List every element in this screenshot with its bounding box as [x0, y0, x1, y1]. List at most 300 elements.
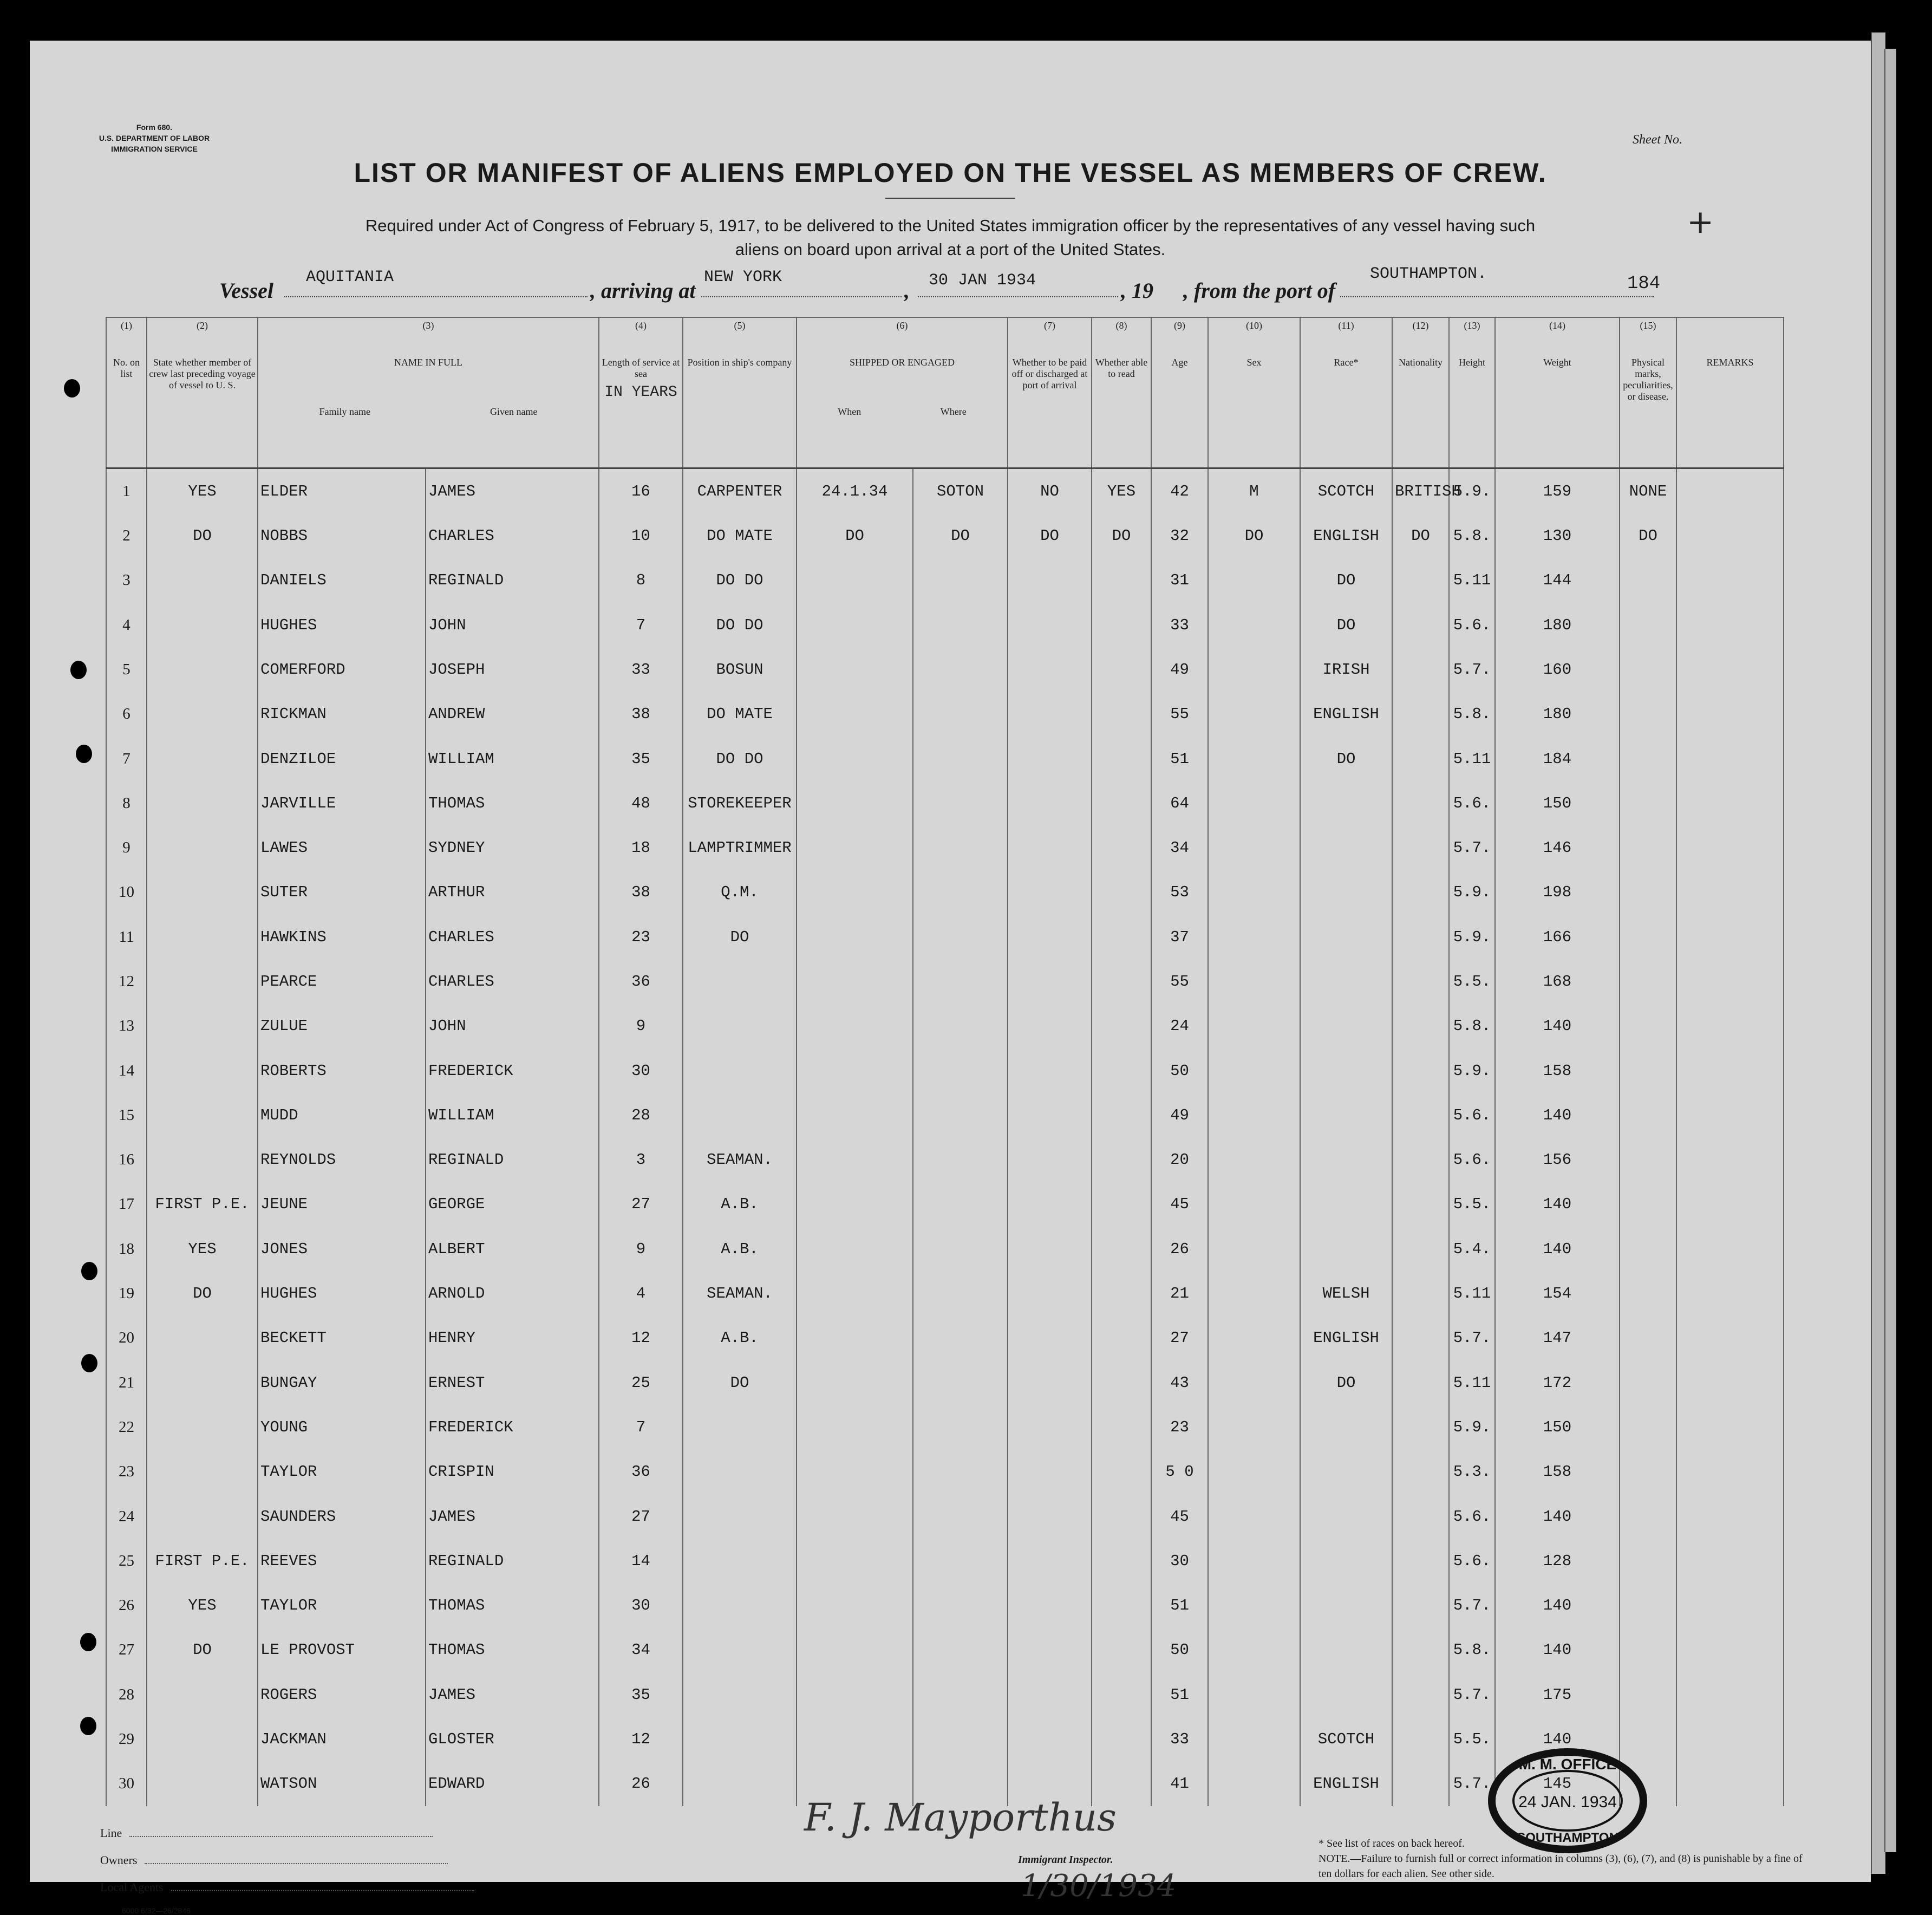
cell-position [683, 1539, 797, 1583]
cell-physical-marks [1620, 959, 1676, 1004]
cell-service-years: 26 [599, 1762, 683, 1806]
cell-previous-voyage [147, 603, 258, 647]
cell-shipped-where [913, 1539, 1008, 1583]
cell-shipped-when: 24.1.34 [797, 468, 913, 514]
cell-able-to-read [1092, 1494, 1151, 1539]
cell-able-to-read [1092, 1227, 1151, 1271]
cell-remarks [1676, 737, 1784, 781]
cell-physical-marks [1620, 603, 1676, 647]
cell-nationality [1392, 1182, 1449, 1227]
cell-age: 51 [1151, 1672, 1208, 1717]
cell-paid-off [1008, 870, 1092, 915]
cell-shipped-when [797, 1048, 913, 1093]
cell-service-years: 7 [599, 603, 683, 647]
cell-position: SEAMAN. [683, 1271, 797, 1315]
table-row [106, 1004, 1784, 1048]
cell-physical-marks [1620, 1093, 1676, 1137]
vessel-label: Vessel [219, 278, 273, 303]
cell-given-name: CHARLES [426, 513, 599, 558]
cell-weight: 175 [1495, 1672, 1620, 1717]
column-number: (11) [1300, 317, 1392, 344]
stamp-date-text: 24 JAN. 1934 [1518, 1793, 1617, 1811]
cell-previous-voyage [147, 1316, 258, 1360]
cell-race [1300, 1494, 1392, 1539]
cell-height: 5.8. [1449, 692, 1495, 737]
form-identifier [84, 122, 225, 154]
local-agents-label: Local Agents [100, 1880, 164, 1894]
column-header [106, 344, 147, 468]
cell-previous-voyage [147, 1494, 258, 1539]
cell-able-to-read [1092, 1405, 1151, 1449]
column-number: (13) [1449, 317, 1495, 344]
cell-height: 5.5. [1449, 959, 1495, 1004]
cell-paid-off [1008, 603, 1092, 647]
cell-age: 23 [1151, 1405, 1208, 1449]
cell-position: A.B. [683, 1182, 797, 1227]
cell-row-number: 10 [106, 870, 147, 915]
cell-given-name: JAMES [426, 1494, 599, 1539]
arriving-port-value: NEW YORK [704, 268, 782, 286]
cell-nationality [1392, 1628, 1449, 1672]
cell-nationality [1392, 1672, 1449, 1717]
cell-weight: 180 [1495, 603, 1620, 647]
cell-weight: 166 [1495, 915, 1620, 959]
punch-hole [81, 1262, 97, 1280]
cell-age: 51 [1151, 1584, 1208, 1628]
cell-remarks [1676, 1672, 1784, 1717]
cell-age: 45 [1151, 1182, 1208, 1227]
cell-given-name: GEORGE [426, 1182, 599, 1227]
cell-sex [1208, 1360, 1300, 1405]
cell-physical-marks [1620, 1048, 1676, 1093]
cell-race [1300, 1048, 1392, 1093]
cell-given-name: WILLIAM [426, 737, 599, 781]
cell-paid-off [1008, 825, 1092, 870]
table-row [106, 1539, 1784, 1583]
service-name: IMMIGRATION SERVICE [111, 145, 198, 153]
cell-weight: 140 [1495, 1494, 1620, 1539]
cell-given-name: FREDERICK [426, 1048, 599, 1093]
cell-shipped-when [797, 825, 913, 870]
cell-shipped-where [913, 781, 1008, 825]
cell-previous-voyage [147, 1450, 258, 1494]
cell-row-number: 24 [106, 1494, 147, 1539]
cell-physical-marks [1620, 1360, 1676, 1405]
cell-able-to-read [1092, 1539, 1151, 1583]
cell-given-name: CHARLES [426, 915, 599, 959]
cell-row-number: 30 [106, 1762, 147, 1806]
cell-nationality [1392, 959, 1449, 1004]
cell-row-number: 20 [106, 1316, 147, 1360]
cell-remarks [1676, 1048, 1784, 1093]
cell-race [1300, 1584, 1392, 1628]
cell-row-number: 5 [106, 647, 147, 692]
cell-position: LAMPTRIMMER [683, 825, 797, 870]
cell-service-years: 38 [599, 870, 683, 915]
cell-shipped-where [913, 1316, 1008, 1360]
cell-height: 5.3. [1449, 1450, 1495, 1494]
cell-nationality [1392, 1360, 1449, 1405]
cell-physical-marks [1620, 737, 1676, 781]
cell-able-to-read [1092, 1450, 1151, 1494]
cell-nationality: DO [1392, 513, 1449, 558]
cell-nationality [1392, 825, 1449, 870]
cell-sex [1208, 1316, 1300, 1360]
cell-row-number: 11 [106, 915, 147, 959]
cell-given-name: SYDNEY [426, 825, 599, 870]
column-number: (7) [1008, 317, 1092, 344]
cell-physical-marks [1620, 692, 1676, 737]
column-header [1008, 344, 1092, 468]
table-row [106, 1093, 1784, 1137]
cell-shipped-when [797, 1584, 913, 1628]
cell-age: 45 [1151, 1494, 1208, 1539]
cell-shipped-when [797, 1360, 913, 1405]
cell-position [683, 1405, 797, 1449]
cell-sex: M [1208, 468, 1300, 514]
cell-weight: 140 [1495, 1227, 1620, 1271]
column-subheader: Where [940, 406, 967, 417]
cell-sex [1208, 1227, 1300, 1271]
cell-race: ENGLISH [1300, 692, 1392, 737]
cell-row-number: 16 [106, 1138, 147, 1182]
column-number: (5) [683, 317, 797, 344]
vessel-underline [284, 296, 588, 297]
cell-shipped-when [797, 1271, 913, 1315]
cell-nationality [1392, 1762, 1449, 1806]
cell-weight: 140 [1495, 1584, 1620, 1628]
cell-family-name: COMERFORD [258, 647, 426, 692]
cell-given-name: REGINALD [426, 1138, 599, 1182]
cell-given-name: JAMES [426, 468, 599, 514]
cell-family-name: JACKMAN [258, 1717, 426, 1761]
cell-age: 27 [1151, 1316, 1208, 1360]
cell-position: BOSUN [683, 647, 797, 692]
cell-shipped-when [797, 1004, 913, 1048]
cell-weight: 140 [1495, 1182, 1620, 1227]
cell-height: 5.5. [1449, 1717, 1495, 1761]
column-number: (3) [258, 317, 599, 344]
cell-able-to-read [1092, 647, 1151, 692]
cell-race: ENGLISH [1300, 513, 1392, 558]
cell-remarks [1676, 692, 1784, 737]
table-row [106, 1182, 1784, 1227]
cell-weight: 140 [1495, 1093, 1620, 1137]
table-row [106, 1494, 1784, 1539]
cell-service-years: 10 [599, 513, 683, 558]
cell-position: Q.M. [683, 870, 797, 915]
print-code: 6000 6/32—26/2846 [122, 1906, 191, 1915]
page-edge [1871, 32, 1885, 1874]
cell-able-to-read [1092, 1138, 1151, 1182]
cell-row-number: 27 [106, 1628, 147, 1672]
cell-given-name: JOHN [426, 1004, 599, 1048]
punch-hole [81, 1354, 97, 1372]
cell-able-to-read [1092, 737, 1151, 781]
cell-row-number: 1 [106, 468, 147, 514]
cell-position [683, 1004, 797, 1048]
cell-weight: 150 [1495, 1405, 1620, 1449]
cell-paid-off [1008, 1316, 1092, 1360]
cell-row-number: 14 [106, 1048, 147, 1093]
cell-paid-off [1008, 1271, 1092, 1315]
cell-service-years: 33 [599, 647, 683, 692]
cell-service-years: 35 [599, 737, 683, 781]
cell-race: ENGLISH [1300, 1762, 1392, 1806]
cell-sex [1208, 1494, 1300, 1539]
cell-race: IRISH [1300, 647, 1392, 692]
table-row [106, 468, 1784, 514]
cell-sex: DO [1208, 513, 1300, 558]
cell-service-years: 38 [599, 692, 683, 737]
cell-sex [1208, 1539, 1300, 1583]
cell-age: 32 [1151, 513, 1208, 558]
form-number: Form 680. [136, 123, 173, 132]
cell-given-name: REGINALD [426, 558, 599, 603]
cell-service-years: 48 [599, 781, 683, 825]
cell-service-years: 18 [599, 825, 683, 870]
cell-position: DO MATE [683, 513, 797, 558]
cell-able-to-read [1092, 1672, 1151, 1717]
cell-race [1300, 1450, 1392, 1494]
cell-row-number: 2 [106, 513, 147, 558]
cell-nationality [1392, 1494, 1449, 1539]
cell-remarks [1676, 1182, 1784, 1227]
cell-weight: 145 [1495, 1762, 1620, 1806]
cell-position [683, 1628, 797, 1672]
cell-sex [1208, 1004, 1300, 1048]
cell-able-to-read [1092, 692, 1151, 737]
column-header-label: Position in ship's company [687, 357, 792, 368]
column-number: (4) [599, 317, 683, 344]
cell-service-years: 14 [599, 1539, 683, 1583]
cell-able-to-read [1092, 1271, 1151, 1315]
table-row [106, 1138, 1784, 1182]
cell-remarks [1676, 647, 1784, 692]
cell-family-name: RICKMAN [258, 692, 426, 737]
cell-physical-marks [1620, 558, 1676, 603]
cell-row-number: 8 [106, 781, 147, 825]
penalty-note: NOTE.—Failure to furnish full or correct information in columns (3), (6), (7), and (8) is punishable by a fine of ten dollars for each alien. See other side. [1319, 1853, 1803, 1880]
cell-position: DO [683, 915, 797, 959]
cell-able-to-read [1092, 959, 1151, 1004]
cell-able-to-read [1092, 1628, 1151, 1672]
cell-remarks [1676, 1762, 1784, 1806]
cell-shipped-where [913, 1584, 1008, 1628]
cell-remarks [1676, 1717, 1784, 1761]
hand-mark: + [1687, 203, 1714, 241]
cell-shipped-where: SOTON [913, 468, 1008, 514]
cell-nationality [1392, 1227, 1449, 1271]
cell-weight: 144 [1495, 558, 1620, 603]
cell-remarks [1676, 1450, 1784, 1494]
cell-row-number: 28 [106, 1672, 147, 1717]
cell-physical-marks [1620, 1182, 1676, 1227]
cell-remarks [1676, 1628, 1784, 1672]
cell-race [1300, 1004, 1392, 1048]
cell-physical-marks [1620, 1672, 1676, 1717]
cell-shipped-where: DO [913, 513, 1008, 558]
table-row [106, 1227, 1784, 1271]
cell-previous-voyage [147, 1717, 258, 1761]
cell-position [683, 1762, 797, 1806]
punch-hole [80, 1633, 96, 1651]
column-header [1676, 344, 1784, 468]
cell-previous-voyage: FIRST P.E. [147, 1182, 258, 1227]
table-row [106, 915, 1784, 959]
cell-physical-marks [1620, 1628, 1676, 1672]
column-header-label: NAME IN FULL [394, 357, 462, 368]
column-header-row [106, 344, 1784, 468]
cell-shipped-when [797, 692, 913, 737]
cell-position [683, 1584, 797, 1628]
table-row [106, 1360, 1784, 1405]
cell-age: 41 [1151, 1762, 1208, 1806]
cell-position [683, 1672, 797, 1717]
cell-physical-marks: DO [1620, 513, 1676, 558]
column-header-label: Whether able to read [1095, 357, 1148, 379]
cell-race: SCOTCH [1300, 468, 1392, 514]
cell-able-to-read [1092, 915, 1151, 959]
cell-shipped-when [797, 647, 913, 692]
cell-shipped-when [797, 558, 913, 603]
column-header [1620, 344, 1676, 468]
cell-position: DO DO [683, 558, 797, 603]
cell-physical-marks [1620, 1271, 1676, 1315]
cell-sex [1208, 737, 1300, 781]
cell-age: 31 [1151, 558, 1208, 603]
cell-weight: 140 [1495, 1004, 1620, 1048]
cell-family-name: BECKETT [258, 1316, 426, 1360]
crew-manifest-table [106, 317, 1784, 1806]
cell-shipped-where [913, 1405, 1008, 1449]
cell-height: 5.9. [1449, 915, 1495, 959]
cell-age: 49 [1151, 647, 1208, 692]
cell-given-name: WILLIAM [426, 1093, 599, 1137]
cell-previous-voyage [147, 825, 258, 870]
cell-position [683, 1494, 797, 1539]
cell-physical-marks [1620, 1494, 1676, 1539]
column-number-row [106, 317, 1784, 344]
cell-race [1300, 1539, 1392, 1583]
cell-sex [1208, 1093, 1300, 1137]
cell-previous-voyage: DO [147, 513, 258, 558]
line-label: Line [100, 1826, 122, 1840]
cell-previous-voyage: FIRST P.E. [147, 1539, 258, 1583]
table-row [106, 647, 1784, 692]
cell-remarks [1676, 1584, 1784, 1628]
cell-able-to-read [1092, 825, 1151, 870]
cell-previous-voyage [147, 558, 258, 603]
cell-height: 5.7. [1449, 1584, 1495, 1628]
punch-hole [76, 745, 92, 763]
cell-service-years: 9 [599, 1004, 683, 1048]
cell-race: ENGLISH [1300, 1316, 1392, 1360]
cell-service-years: 9 [599, 1227, 683, 1271]
table-row [106, 513, 1784, 558]
cell-nationality [1392, 647, 1449, 692]
cell-shipped-where [913, 1093, 1008, 1137]
cell-remarks [1676, 1004, 1784, 1048]
column-header-label: Height [1459, 357, 1485, 368]
cell-family-name: ELDER [258, 468, 426, 514]
manifest-sheet [30, 41, 1871, 1915]
cell-age: 50 [1151, 1048, 1208, 1093]
cell-age: 64 [1151, 781, 1208, 825]
cell-remarks [1676, 1316, 1784, 1360]
column-header [1208, 344, 1300, 468]
cell-sex [1208, 603, 1300, 647]
cell-remarks [1676, 1405, 1784, 1449]
cell-weight: 159 [1495, 468, 1620, 514]
cell-shipped-when [797, 1227, 913, 1271]
cell-family-name: HUGHES [258, 1271, 426, 1315]
cell-nationality [1392, 1405, 1449, 1449]
cell-age: 55 [1151, 692, 1208, 737]
cell-previous-voyage [147, 1004, 258, 1048]
cell-previous-voyage: DO [147, 1628, 258, 1672]
cell-able-to-read [1092, 558, 1151, 603]
table-row [106, 737, 1784, 781]
cell-service-years: 28 [599, 1093, 683, 1137]
cell-row-number: 21 [106, 1360, 147, 1405]
cell-service-years: 27 [599, 1182, 683, 1227]
cell-given-name: JAMES [426, 1672, 599, 1717]
cell-height: 5.6. [1449, 1494, 1495, 1539]
punch-hole [80, 1717, 96, 1735]
cell-shipped-where [913, 603, 1008, 647]
cell-sex [1208, 781, 1300, 825]
cell-sex [1208, 647, 1300, 692]
cell-family-name: ZULUE [258, 1004, 426, 1048]
cell-height: 5.11 [1449, 558, 1495, 603]
cell-position: DO DO [683, 603, 797, 647]
cell-service-years: 3 [599, 1138, 683, 1182]
cell-race: DO [1300, 603, 1392, 647]
cell-previous-voyage [147, 915, 258, 959]
cell-shipped-when [797, 737, 913, 781]
cell-physical-marks: NONE [1620, 468, 1676, 514]
cell-physical-marks [1620, 1316, 1676, 1360]
cell-family-name: YOUNG [258, 1405, 426, 1449]
cell-previous-voyage [147, 870, 258, 915]
cell-nationality [1392, 781, 1449, 825]
cell-row-number: 29 [106, 1717, 147, 1761]
cell-able-to-read [1092, 781, 1151, 825]
cell-height: 5.6. [1449, 1138, 1495, 1182]
column-number: (2) [147, 317, 258, 344]
cell-height: 5.7. [1449, 825, 1495, 870]
cell-nationality [1392, 1093, 1449, 1137]
cell-service-years: 12 [599, 1316, 683, 1360]
cell-shipped-when [797, 870, 913, 915]
cell-sex [1208, 1584, 1300, 1628]
cell-remarks [1676, 1271, 1784, 1315]
cell-sex [1208, 692, 1300, 737]
cell-height: 5.4. [1449, 1227, 1495, 1271]
cell-weight: 150 [1495, 781, 1620, 825]
cell-sex [1208, 1138, 1300, 1182]
cell-shipped-where [913, 737, 1008, 781]
cell-height: 5.7. [1449, 1762, 1495, 1806]
cell-previous-voyage [147, 1762, 258, 1806]
subtitle [192, 214, 1708, 262]
cell-position [683, 1717, 797, 1761]
cell-height: 5.9. [1449, 1405, 1495, 1449]
cell-age: 5 0 [1151, 1450, 1208, 1494]
table-row [106, 603, 1784, 647]
cell-shipped-when [797, 1672, 913, 1717]
